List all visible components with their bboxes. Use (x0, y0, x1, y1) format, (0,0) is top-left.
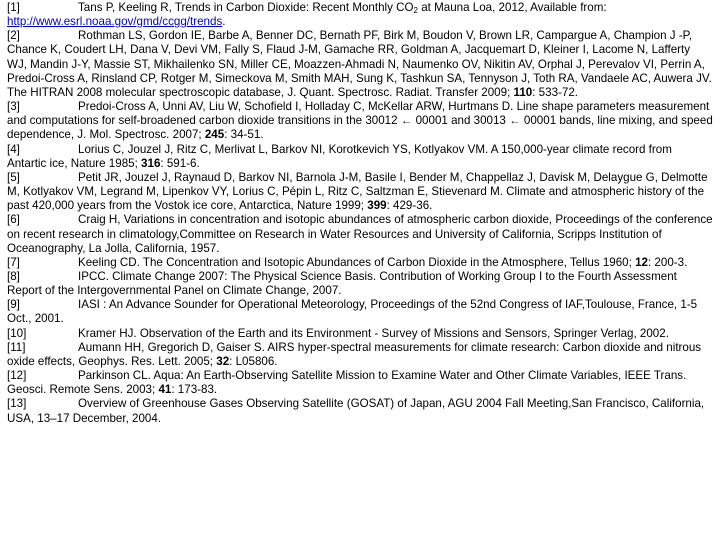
reference-number: [9] (7, 298, 20, 312)
reference-number: [8] (7, 269, 20, 283)
reference-6 (7, 213, 713, 255)
reference-text-continued: at Mauna Loa, 2012, Available from: (417, 1, 607, 14)
reference-number: [3] (7, 100, 20, 114)
reference-number: [4] (7, 142, 20, 156)
reference-text: Petit JR, Jouzel J, Raynaud D, Barkov NI, Barnola J-M, Basile I, Bender M, Chappellaz J, Davisk M, Delaygue G, Delmotte M, Kotlyakov VM, Legrand M, Lipenkov VY, Lorius C, Pépin L, Ritz C, Saltzman E, Stievenard M. Climate and atmospheric history of the past 420,000 years from the Vostok ice core, Antarctica, Nature 1999; (7, 170, 708, 213)
reference-list (7, 1, 713, 426)
reference-text-end: . (222, 15, 226, 29)
reference-3 (7, 100, 713, 142)
reference-11 (7, 341, 713, 369)
trends-link[interactable]: http://www.esrl.noaa.gov/gmd/ccgg/trends (7, 15, 223, 29)
reference-10 (7, 327, 713, 341)
reference-number: [5] (7, 170, 20, 184)
reference-number: [7] (7, 255, 20, 269)
reference-1 (7, 1, 713, 29)
reference-volume: 41 (158, 383, 172, 397)
reference-text: Craig H, Variations in concentration and isotopic abundances of atmospheric carbon dioxide, Proceedings of the conference on recent research in climatology,Committee on Research in Water Resources and University of California, Scripps Institution of Oceanography, La Jolla, California, 1957. (7, 213, 713, 255)
reference-8 (7, 270, 713, 298)
reference-number: [2] (7, 29, 20, 43)
reference-text: IPCC. Climate Change 2007: The Physical Science Basis. Contribution of Working Group I to the Fourth Assessment Report of the Intergovernmental Panel on Climate Change, 2007. (7, 269, 677, 298)
reference-number: [13] (7, 397, 27, 411)
reference-pages: : 533-72. (532, 85, 578, 99)
reference-volume: 32 (216, 354, 230, 368)
reference-text: IASI : An Advance Sounder for Operational Meteorology, Proceedings of the 52nd Congress of IAF,Toulouse, France, 1-5 Oct., 2001. (7, 298, 698, 326)
reference-text: Keeling CD. The Concentration and Isotopic Abundances of Carbon Dioxide in the Atmosphere, Tellus 1960; (78, 255, 636, 269)
reference-pages: : 34-51. (224, 128, 264, 142)
reference-volume: 110 (513, 85, 533, 99)
reference-volume: 316 (141, 156, 161, 170)
reference-text: Aumann HH, Gregorich D, Gaiser S. AIRS hyper-spectral measurements for climate research: Carbon dioxide and nitrous oxide effects, Geophys. Res. Lett. 2005; (7, 340, 702, 368)
reference-9 (7, 298, 713, 326)
reference-5 (7, 171, 713, 213)
reference-volume: 245 (204, 128, 225, 142)
reference-volume: 399 (367, 199, 387, 213)
reference-text: Kramer HJ. Observation of the Earth and its Environment - Survey of Missions and Sensors, Springer Verlag, 2002. (78, 326, 669, 340)
reference-pages: : L05806. (229, 354, 278, 368)
reference-text: Lorius C, Jouzel J, Ritz C, Merlivat L, Barkov NI, Korotkevich YS, Kotlyakov VM. A 150,000-year climate record from Antartic ice, Nature 1985; (7, 142, 672, 170)
reference-pages: : 200-3. (647, 255, 688, 269)
subscript-2: 2 (413, 6, 418, 15)
reference-pages: : 173-83. (171, 383, 218, 397)
reference-7 (7, 256, 713, 270)
reference-text: Rothman LS, Gordon IE, Barbe A, Benner DC, Bernath PF, Birk M, Boudon V, Brown LR, Campargue A, Champion J -P, Chance K, Coudert LH, Dana V, Devi VM, Fally S, Flaud J-M, Gamache RR, Goldman A, Jacquemart D, Kleiner I, Lacome N, Lafferty WJ, Mandin J-Y, Massie ST, Mikhailenko SN, Miller CE, Moazzen-Ahmadi N, Naumenko OV, Nikitin AV, Orphal J, Perevalov VI, Perrin A, Predoi-Cross A, Rinsland CP, Rotger M, Simeckova M, Smith MAH, Sung K, Tashkun SA, Tennyson J, Toth RA, Vandaele AC, Auwera JV. The HITRAN 2008 molecular spectroscopic database, J. Quant. Spectrosc. Radiat. Transfer 2009; (7, 29, 712, 99)
reference-12 (7, 369, 713, 397)
reference-number: [10] (7, 326, 27, 340)
reference-number: [11] (7, 340, 26, 354)
reference-number: [12] (7, 369, 27, 383)
reference-number: [6] (7, 213, 20, 227)
reference-volume: 12 (635, 255, 648, 269)
reference-text: Parkinson CL. Aqua: An Earth-Observing Satellite Mission to Examine Water and Other Climate Variables, IEEE Trans. Geosci. Remote Sens. 2003; (7, 369, 687, 397)
reference-13 (7, 397, 713, 425)
reference-2 (7, 29, 713, 100)
reference-text: Predoi-Cross A, Unni AV, Liu W, Schofield I, Holladay C, McKellar ARW, Hurtmans D. Line shape parameters measurement and computations for self-broadened carbon dioxide transitions in the 30012 ← 00001 and 30013 ← 00001 bands, line mixing, and speed dependence, J. Mol. Spectrosc. 2007; (7, 100, 713, 142)
reference-text: Tans P, Keeling R, Trends in Carbon Dioxide: Recent Monthly CO (78, 1, 414, 14)
reference-4 (7, 143, 713, 171)
reference-text: Overview of Greenhouse Gases Observing Satellite (GOSAT) of Japan, AGU 2004 Fall Meeting,San Francisco, California, USA, 13–17 December, 2004. (7, 397, 705, 425)
reference-number: [1] (7, 1, 20, 14)
reference-pages: : 591-6. (160, 156, 200, 170)
reference-pages: : 429-36. (386, 199, 433, 213)
